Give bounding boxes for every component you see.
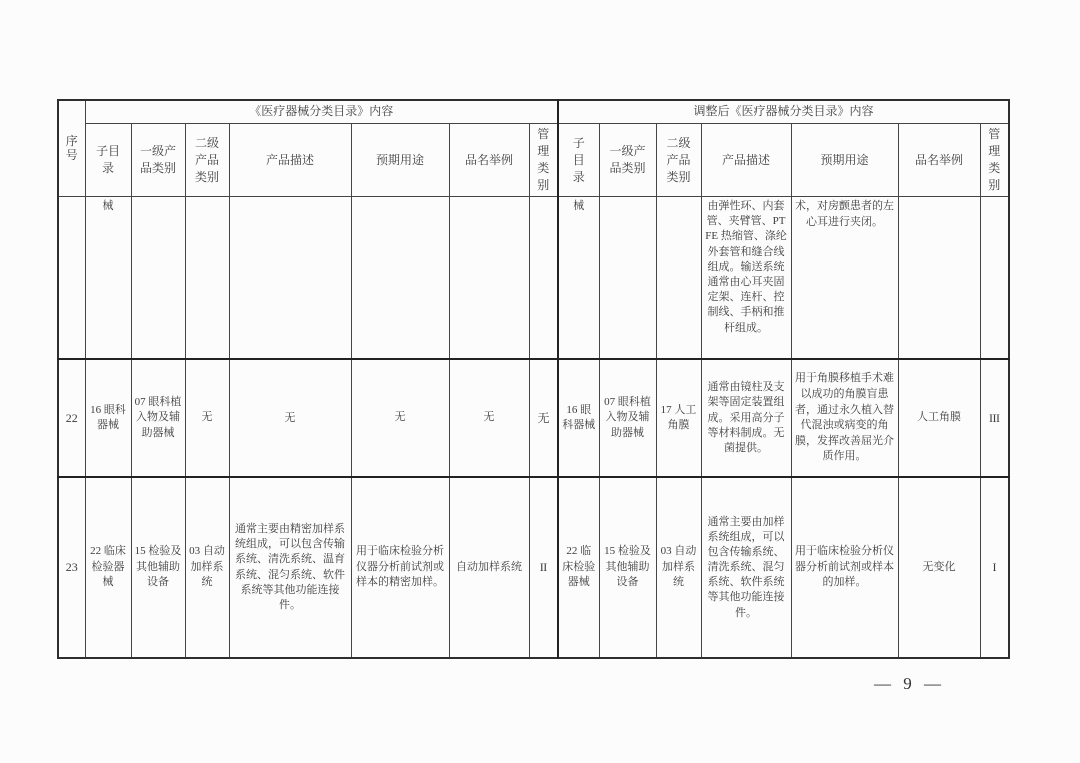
cell-left-cat1: 15 检验及其他辅助设备: [131, 477, 185, 658]
cell-left-subdir: 22 临床检验器械: [85, 477, 131, 658]
cell-right-subdir: 22 临床检验器械: [558, 477, 599, 658]
cell-left-class: [529, 197, 558, 360]
table-row-22: [58, 359, 1009, 477]
group-header-right: 调整后《医疗器械分类目录》内容: [558, 100, 1009, 124]
cell-left-cat2: [185, 197, 229, 360]
cell-right-desc: 由弹性环、内套管、夹臂管、PTFE 热缩管、涤纶外套管和缝合线组成。输送系统通常由心耳夹固定架、连杆、控制线、手柄和推杆组成。: [701, 197, 791, 360]
cell-left-subdir: 16 眼科器械: [85, 359, 131, 477]
cell-right-cat2: [656, 197, 701, 360]
cell-left-class: II: [529, 477, 558, 658]
cell-right-use: 术，对房颤患者的左心耳进行夹闭。: [791, 197, 898, 360]
cell-right-use: 用于临床检验分析仪器分析前试剂或样本的加样。: [791, 477, 898, 658]
cell-right-name: [898, 197, 980, 360]
col-header-left-use: 预期用途: [351, 124, 449, 197]
cell-right-name: 无变化: [898, 477, 980, 658]
cell-right-cat2: 17 人工角膜: [656, 359, 701, 477]
cell-left-cat1: 07 眼科植入物及辅助器械: [131, 359, 185, 477]
cell-left-class: 无: [529, 359, 558, 477]
table-row-continued: [58, 197, 1009, 360]
col-header-left-desc: 产品描述: [229, 124, 351, 197]
col-header-right-desc: 产品描述: [701, 124, 791, 197]
col-header-left-subdir: 子目录: [85, 124, 131, 197]
col-header-right-subdir: 子目录: [558, 124, 599, 197]
col-header-left-class: 管理类别: [529, 124, 558, 197]
cell-left-cat2: 无: [185, 359, 229, 477]
cell-right-cat2: 03 自动加样系统: [656, 477, 701, 658]
cell-left-use: 用于临床检验分析仪器分析前试剂或样本的精密加样。: [351, 477, 449, 658]
col-header-left-cat2: 二级产品类别: [185, 124, 229, 197]
cell-left-name: 自动加样系统: [449, 477, 529, 658]
cell-right-use: 用于角膜移植手术难以成功的角膜盲患者，通过永久植入替代混浊或病变的角膜，发挥改善屈光介质作用。: [791, 359, 898, 477]
col-header-right-name: 品名举例: [898, 124, 980, 197]
cell-left-desc: 无: [229, 359, 351, 477]
col-header-seq-label: 序号: [65, 134, 78, 162]
cell-left-name: 无: [449, 359, 529, 477]
cell-right-class: III: [980, 359, 1009, 477]
cell-left-cat2: 03 自动加样系统: [185, 477, 229, 658]
cell-right-cat1: [599, 197, 656, 360]
page-number: — 9 —: [874, 674, 945, 693]
cell-seq: [58, 197, 85, 360]
cell-right-class: [980, 197, 1009, 360]
cell-right-name: 人工角膜: [898, 359, 980, 477]
cell-right-cat1: 15 检验及其他辅助设备: [599, 477, 656, 658]
cell-left-cat1: [131, 197, 185, 360]
group-header-left: 《医疗器械分类目录》内容: [85, 100, 558, 124]
col-header-left-cat1: 一级产品类别: [131, 124, 185, 197]
classification-table: [57, 99, 1010, 659]
cell-left-desc: [229, 197, 351, 360]
col-header-right-cat1: 一级产品类别: [599, 124, 656, 197]
cell-left-name: [449, 197, 529, 360]
cell-left-subdir: 械: [85, 197, 131, 360]
col-header-right-cat2: 二级产品类别: [656, 124, 701, 197]
cell-right-class: I: [980, 477, 1009, 658]
cell-right-desc: 通常由镜柱及支架等固定装置组成。采用高分子等材料制成。无菌提供。: [701, 359, 791, 477]
cell-right-cat1: 07 眼科植入物及辅助器械: [599, 359, 656, 477]
cell-left-use: 无: [351, 359, 449, 477]
col-header-seq: [58, 100, 85, 197]
cell-left-desc: 通常主要由精密加样系统组成，可以包含传输系统、清洗系统、温育系统、混匀系统、软件系统等其他功能连接件。: [229, 477, 351, 658]
col-header-right-class: 管理类别: [980, 124, 1009, 197]
cell-right-desc: 通常主要由加样系统组成，可以包含传输系统、清洗系统、混匀系统、软件系统等其他功能连接件。: [701, 477, 791, 658]
table-row-23: [58, 477, 1009, 658]
cell-left-use: [351, 197, 449, 360]
cell-right-subdir: 16 眼科器械: [558, 359, 599, 477]
cell-seq: 22: [58, 359, 85, 477]
col-header-left-name: 品名举例: [449, 124, 529, 197]
cell-seq: 23: [58, 477, 85, 658]
col-header-right-use: 预期用途: [791, 124, 898, 197]
cell-right-subdir: 械: [558, 197, 599, 360]
